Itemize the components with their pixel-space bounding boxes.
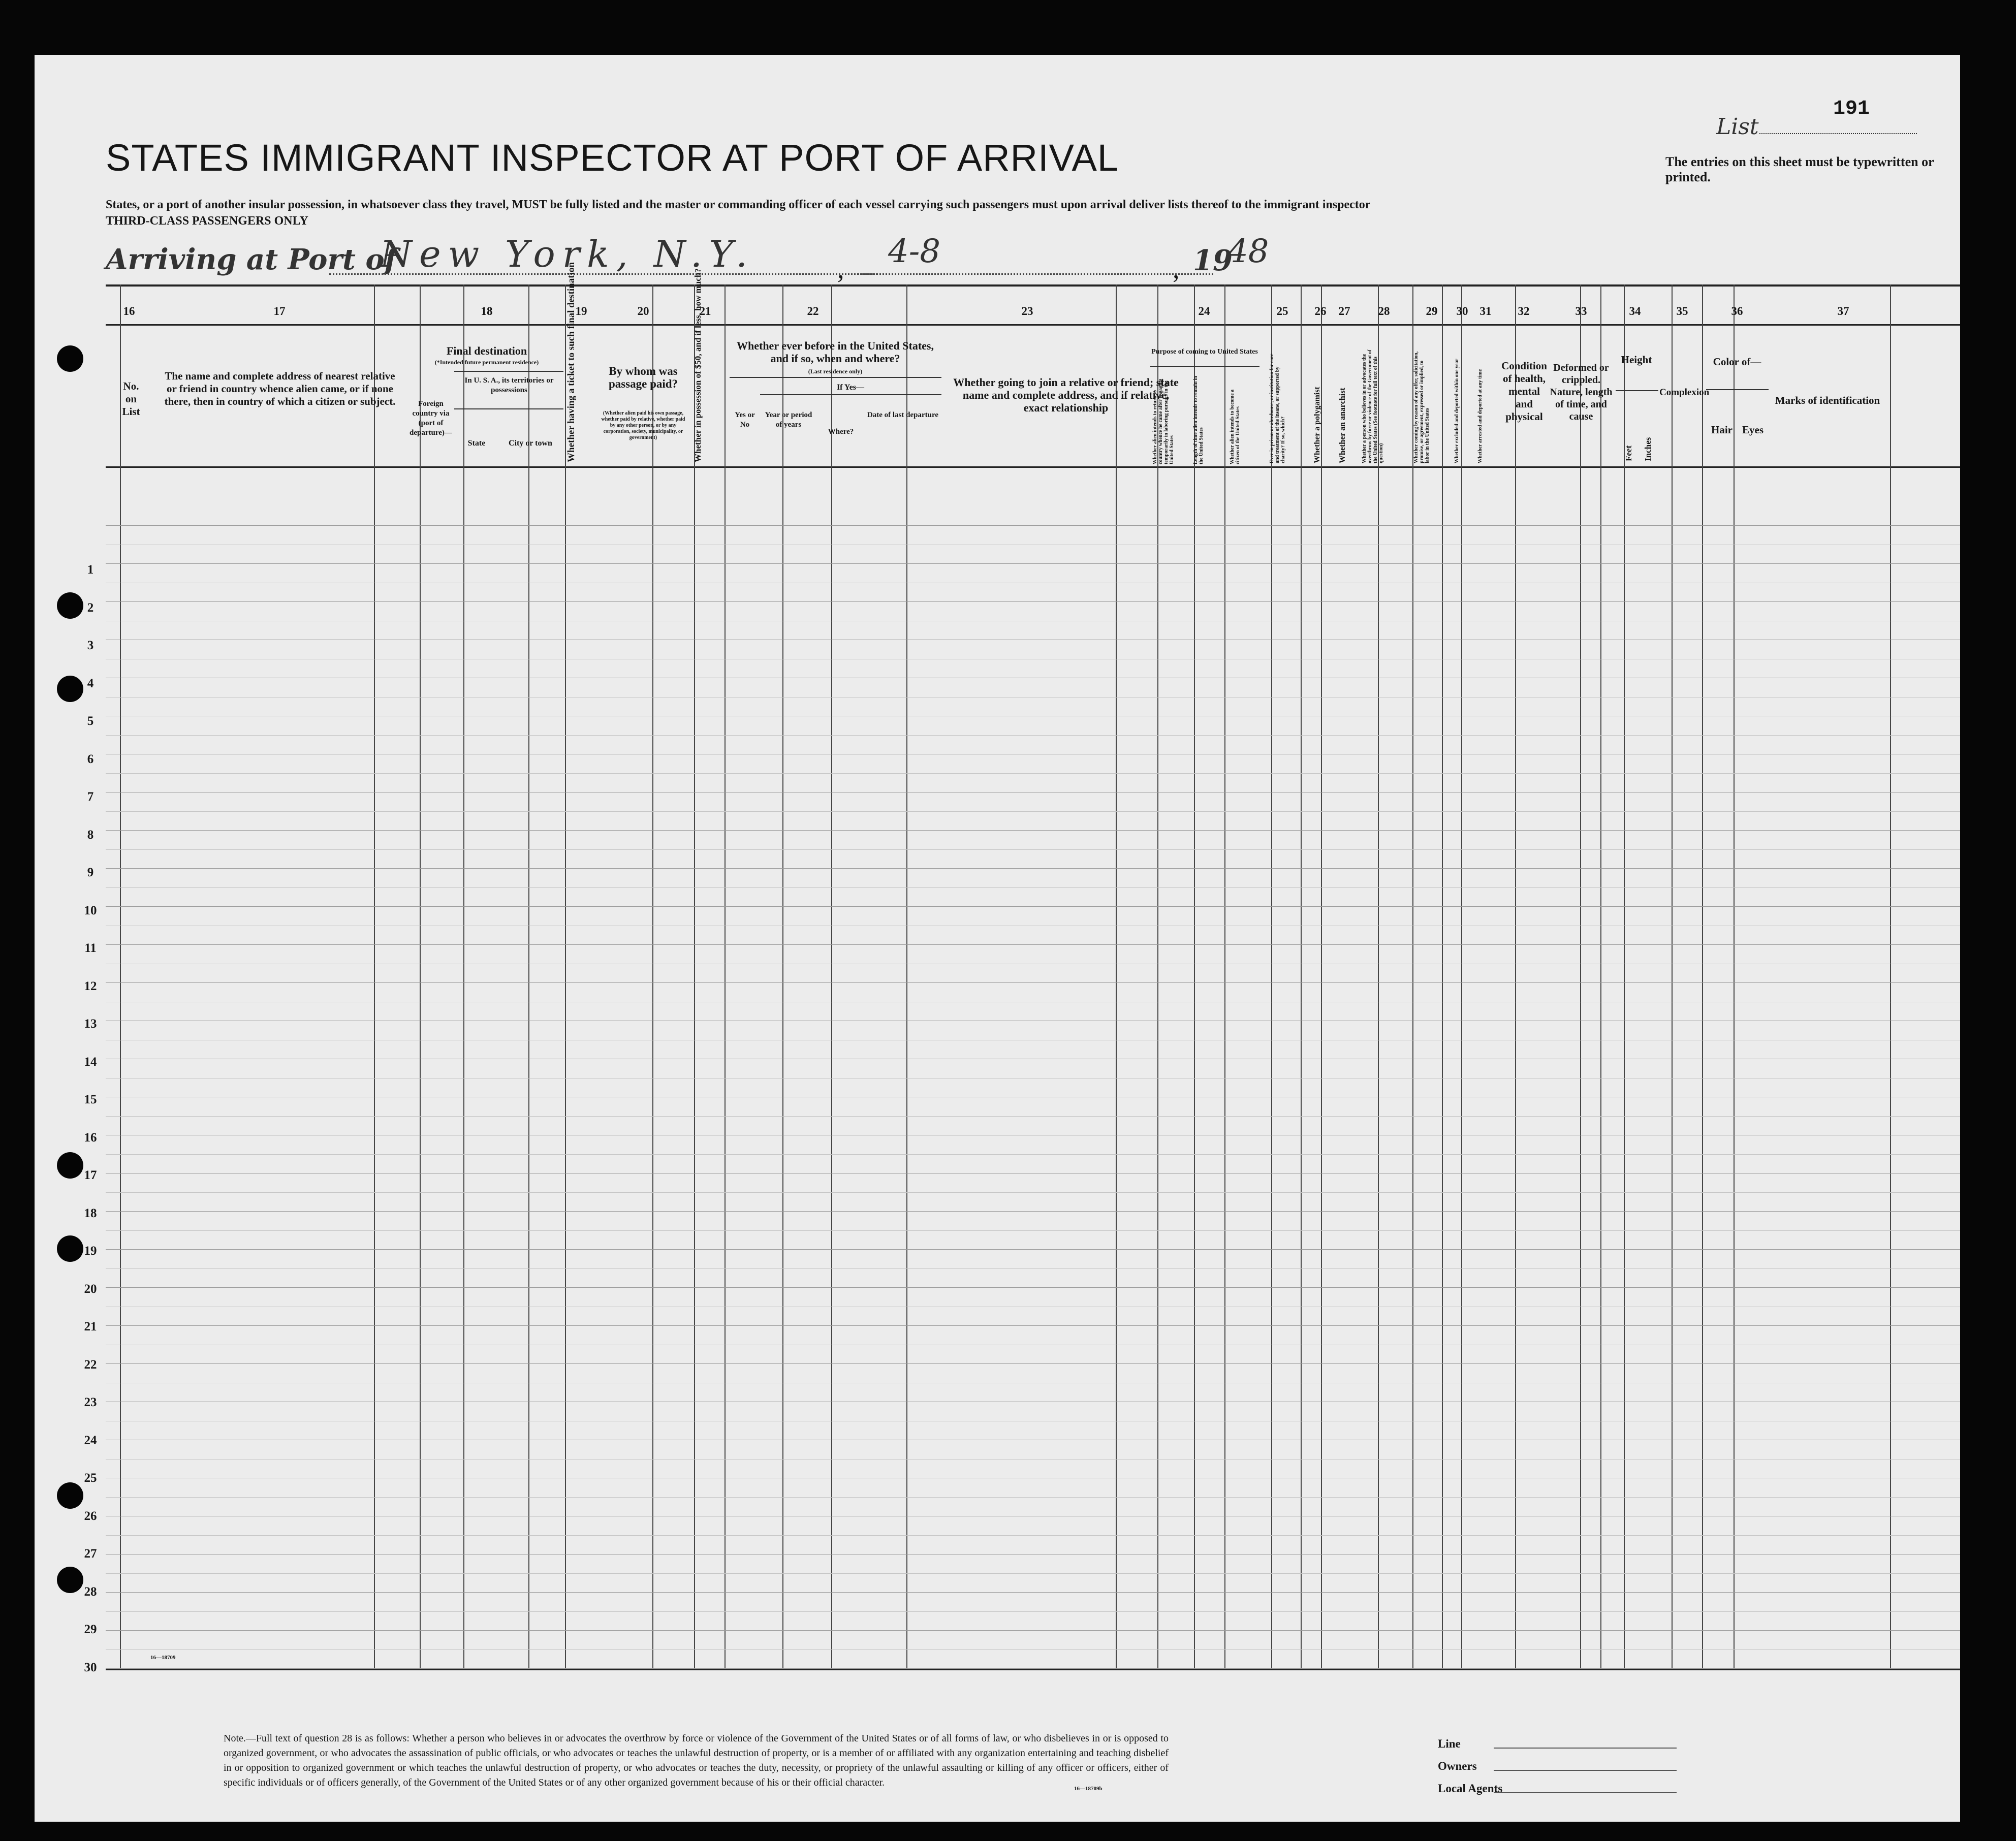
col-num-22: 22 bbox=[807, 305, 819, 318]
row-number: 23 bbox=[84, 1395, 97, 1409]
year-prefix: 19 bbox=[1193, 244, 1233, 277]
row-number: 9 bbox=[87, 866, 94, 879]
arriving-label: Arriving at Port of bbox=[106, 243, 397, 276]
sig-agents-label: Local Agents bbox=[1438, 1782, 1503, 1795]
row-rule bbox=[106, 1230, 1960, 1231]
column-divider bbox=[652, 284, 653, 1668]
row-rule bbox=[106, 1192, 1960, 1193]
column-number-rule bbox=[106, 324, 1960, 326]
col-num-21: 21 bbox=[699, 305, 711, 318]
row-rule bbox=[106, 1611, 1960, 1612]
col18-usa: In U. S. A., its territories or possessions bbox=[464, 376, 554, 394]
binder-hole bbox=[57, 592, 83, 619]
sig-owners-label: Owners bbox=[1438, 1760, 1477, 1772]
row-rule bbox=[106, 773, 1960, 774]
header-bottom-rule bbox=[106, 466, 1960, 468]
col22-header: Whether ever before in the United States, and if so, when and where? bbox=[737, 339, 934, 365]
row-rule bbox=[106, 563, 1960, 564]
column-divider bbox=[1515, 284, 1516, 1668]
col37-header: Marks of identification bbox=[1775, 394, 1880, 406]
col-num-25: 25 bbox=[1276, 305, 1288, 318]
col20-header: By whom was passage paid? bbox=[608, 365, 678, 390]
col-num-19: 19 bbox=[575, 305, 587, 318]
col24-c: Whether alien intends to become a citizen of the United States bbox=[1230, 389, 1241, 464]
row-rule bbox=[106, 525, 1960, 526]
col35-header: Complexion bbox=[1659, 387, 1710, 398]
row-rule bbox=[106, 906, 1960, 907]
col-num-36: 36 bbox=[1731, 305, 1743, 318]
year-value[interactable]: 48 bbox=[1227, 233, 1269, 270]
row-rule bbox=[106, 1287, 1960, 1288]
column-divider bbox=[528, 284, 529, 1668]
column-divider bbox=[694, 284, 695, 1668]
col16-on: on bbox=[125, 393, 137, 405]
row-rule bbox=[106, 1630, 1960, 1631]
col-num-17: 17 bbox=[273, 305, 286, 318]
col22-yes-no: Yes or No bbox=[735, 411, 755, 429]
row-number: 26 bbox=[84, 1509, 97, 1523]
col36-hair: Hair bbox=[1711, 424, 1732, 436]
row-rule bbox=[106, 849, 1960, 850]
port-value[interactable]: New York, N.Y. bbox=[380, 233, 754, 275]
column-divider bbox=[420, 284, 421, 1668]
date-value[interactable]: 4-8 bbox=[888, 233, 941, 270]
col34-feet: Feet bbox=[1624, 445, 1633, 461]
column-divider bbox=[1224, 284, 1225, 1668]
col34-inches: Inches bbox=[1643, 437, 1653, 461]
col18-header: Final destination bbox=[446, 344, 527, 357]
col22-years: Year or period of years bbox=[765, 411, 812, 429]
col32-header: Condition of health, mental and physical bbox=[1501, 360, 1547, 423]
row-rule bbox=[106, 1268, 1960, 1269]
col17-header: The name and complete address of nearest relative or friend in country whence alien came, or if none there, then in country of which a citizen or subject. bbox=[164, 370, 396, 407]
row-number: 13 bbox=[84, 1017, 97, 1031]
col-num-34: 34 bbox=[1629, 305, 1641, 318]
column-divider bbox=[1580, 284, 1581, 1668]
col22-subrule-2 bbox=[760, 394, 941, 395]
row-rule bbox=[106, 1649, 1960, 1650]
col-num-27: 27 bbox=[1338, 305, 1350, 318]
col36-subrule bbox=[1706, 389, 1769, 390]
col18-state: State bbox=[467, 439, 486, 448]
col-num-31: 31 bbox=[1479, 305, 1492, 318]
col-num-26: 26 bbox=[1314, 305, 1327, 318]
col18-subrule bbox=[454, 371, 563, 372]
row-number: 6 bbox=[87, 752, 94, 766]
col36-eyes: Eyes bbox=[1742, 424, 1763, 436]
column-divider bbox=[1624, 284, 1625, 1668]
col-num-30: 30 bbox=[1456, 305, 1468, 318]
col20-note: (Whether alien paid his own passage, whether paid by relative, whether paid by any other person, or by any corporation, society, municipality, or government) bbox=[601, 410, 685, 440]
row-rule bbox=[106, 1211, 1960, 1212]
column-divider bbox=[1890, 284, 1891, 1668]
col16-no: No. bbox=[123, 380, 139, 392]
col18-note: (*Intended future permanent residence) bbox=[434, 359, 539, 366]
column-divider bbox=[1157, 284, 1158, 1668]
col16-header bbox=[116, 380, 146, 418]
col29-header: Whether coming by reason of any offer, solicitation, promise, or agreement, expressed or implied, to labor in the United States bbox=[1413, 351, 1430, 463]
column-divider bbox=[1412, 284, 1413, 1668]
row-number: 28 bbox=[84, 1585, 97, 1599]
col-num-28: 28 bbox=[1378, 305, 1390, 318]
footnote: Note.—Full text of question 28 is as follows: Whether a person who believes in or advocates the overthrow by force or violence of the Government of the United States or of all forms of law, or who disbelieves in or is opposed to organized government, or who advocates the assassination of public officials, or who advocates or teaches the unlawful destruction of property, or is a member of or affiliated with any organization entertaining and teaching disbelief in or opposition to organized government or which teaches the unlawful destruction of property, or who advocates or teaches the duty, necessity, or propriety of the unlawful assaulting or killing of any officer or officers, either of specific individuals or of officers generally, of the Government of the United States or of any other organized government because of his or their official character. bbox=[224, 1733, 1169, 1788]
col-num-20: 20 bbox=[637, 305, 649, 318]
row-number: 22 bbox=[84, 1358, 97, 1372]
column-divider bbox=[1321, 284, 1322, 1668]
sig-agents[interactable] bbox=[1438, 1782, 1502, 1795]
row-number: 7 bbox=[87, 790, 94, 804]
row-number: 10 bbox=[84, 904, 97, 917]
binder-hole bbox=[57, 676, 83, 702]
footnote-code: 16—18709b bbox=[1074, 1786, 1102, 1792]
sig-line-label: Line bbox=[1438, 1737, 1461, 1750]
row-rule bbox=[106, 868, 1960, 869]
row-rule bbox=[106, 1573, 1960, 1574]
entry-instructions: The entries on this sheet must be typewritten or printed. bbox=[1665, 154, 1934, 184]
col33-header: Deformed or crippled. Nature, length of time, and cause bbox=[1550, 362, 1613, 422]
row-number: 11 bbox=[84, 941, 97, 955]
row-number: 15 bbox=[84, 1093, 97, 1106]
col28-header: Whether a person who believes in or advocates the overthrow by force or violence of the Government of the United States (See footnote for full text of this question) bbox=[1362, 350, 1384, 463]
col19-header: Whether having a ticket to such final destination bbox=[566, 262, 577, 462]
col-num-16: 16 bbox=[123, 305, 135, 318]
sig-owners[interactable] bbox=[1438, 1760, 1477, 1773]
column-divider bbox=[120, 284, 121, 1668]
col24-subrule bbox=[1150, 366, 1259, 367]
comma-2: , bbox=[1173, 253, 1180, 284]
column-divider bbox=[1378, 284, 1379, 1668]
row-rule bbox=[106, 1249, 1960, 1250]
col26-header: Whether a polygamist bbox=[1313, 387, 1321, 463]
form-subtitle: States, or a port of another insular possession, in whatsoever class they travel, MUST be fully listed and the master or commanding officer of each vessel carrying such passengers must upon arrival deliver lists thereof to the immigrant inspector bbox=[106, 198, 1371, 211]
row-number: 16 bbox=[84, 1131, 97, 1145]
row-number: 25 bbox=[84, 1471, 97, 1485]
row-rule bbox=[106, 1116, 1960, 1117]
row-rule bbox=[106, 1363, 1960, 1364]
col-num-29: 29 bbox=[1426, 305, 1438, 318]
col24-a: Whether alien intends to return to country whence he came after engaging temporarily in laboring pursuits in the United States bbox=[1152, 378, 1175, 464]
row-rule bbox=[106, 944, 1960, 945]
col-num-37: 37 bbox=[1837, 305, 1849, 318]
row-rule bbox=[106, 1154, 1960, 1155]
row-rule bbox=[106, 1592, 1960, 1593]
form-title: STATES IMMIGRANT INSPECTOR AT PORT OF ARRIVAL bbox=[106, 137, 1119, 179]
row-rule bbox=[106, 982, 1960, 983]
row-number: 12 bbox=[84, 979, 97, 993]
col21-header: Whether in possession of $50, and if less, how much? bbox=[693, 268, 703, 462]
column-divider bbox=[1702, 284, 1703, 1668]
row-number: 8 bbox=[87, 828, 94, 842]
row-number: 18 bbox=[84, 1207, 97, 1220]
row-rule bbox=[106, 887, 1960, 888]
row-number: 20 bbox=[84, 1282, 97, 1296]
date-line bbox=[858, 273, 1213, 275]
column-divider bbox=[1600, 284, 1601, 1668]
class-line: THIRD-CLASS PASSENGERS ONLY bbox=[106, 214, 308, 228]
row-number: 19 bbox=[84, 1244, 97, 1258]
row-number: 4 bbox=[87, 677, 94, 690]
row-number: 1 bbox=[87, 563, 94, 577]
row-rule bbox=[106, 1497, 1960, 1498]
col34-subrule bbox=[1616, 390, 1658, 391]
binder-hole bbox=[57, 1482, 83, 1509]
col24-b: Length of time alien intends to remain in the United States bbox=[1193, 376, 1204, 464]
row-number: 2 bbox=[87, 601, 94, 615]
binder-hole bbox=[57, 1152, 83, 1179]
row-number: 5 bbox=[87, 714, 94, 728]
col22-where: Where? bbox=[828, 428, 854, 436]
row-number: 30 bbox=[84, 1661, 97, 1674]
list-label: List bbox=[1716, 114, 1759, 140]
col-num-18: 18 bbox=[481, 305, 493, 318]
col36-header: Color of— bbox=[1713, 356, 1761, 368]
col34-header: Height bbox=[1621, 354, 1652, 366]
row-number: 29 bbox=[84, 1623, 97, 1636]
col31-header: Whether arrested and deported at any time bbox=[1477, 369, 1483, 463]
row-number: 27 bbox=[84, 1547, 97, 1561]
col22-note: (Last residence only) bbox=[808, 368, 863, 375]
column-divider bbox=[1461, 284, 1462, 1668]
col-num-24: 24 bbox=[1198, 305, 1210, 318]
list-number-line bbox=[1759, 133, 1917, 134]
binder-hole bbox=[57, 1235, 83, 1262]
row-number: 14 bbox=[84, 1055, 97, 1069]
column-divider bbox=[831, 284, 832, 1668]
row-rule bbox=[106, 811, 1960, 812]
column-divider bbox=[782, 284, 783, 1668]
column-divider bbox=[724, 284, 726, 1668]
row-number: 24 bbox=[84, 1434, 97, 1447]
bottom-form-code: 16—18709 bbox=[150, 1655, 176, 1661]
col16-list: List bbox=[122, 405, 140, 418]
col-num-33: 33 bbox=[1575, 305, 1587, 318]
row-rule bbox=[106, 735, 1960, 736]
col22-subrule bbox=[730, 377, 941, 378]
col22-date: Date of last departure bbox=[867, 411, 939, 419]
col18-foreign: Foreign country via (port of departure)— bbox=[410, 400, 452, 437]
binder-hole bbox=[57, 345, 83, 372]
manifest-sheet bbox=[35, 55, 1960, 1822]
column-divider bbox=[463, 284, 464, 1668]
table-top-rule bbox=[106, 284, 1960, 287]
column-divider bbox=[1734, 284, 1735, 1668]
col-num-32: 32 bbox=[1518, 305, 1530, 318]
column-divider bbox=[906, 284, 907, 1668]
col25-header: Ever in prison or almshouse, or institution for care and treatment of the insane, or supported by charity? If so, which? bbox=[1269, 353, 1286, 463]
column-divider bbox=[565, 284, 566, 1668]
row-number: 21 bbox=[84, 1320, 97, 1334]
col-num-23: 23 bbox=[1021, 305, 1033, 318]
comma-1: , bbox=[837, 253, 844, 284]
col23-header: Whether going to join a relative or friend; state name and complete address, and if relative, exact relationship bbox=[953, 376, 1179, 414]
col18-city: City or town bbox=[509, 439, 552, 448]
sig-line[interactable] bbox=[1438, 1737, 1461, 1751]
column-divider bbox=[1194, 284, 1195, 1668]
row-rule bbox=[106, 1535, 1960, 1536]
col27-header: Whether an anarchist bbox=[1338, 388, 1347, 463]
col30-header: Whether excluded and deported within one year bbox=[1454, 359, 1460, 463]
column-divider bbox=[1672, 284, 1673, 1668]
row-rule bbox=[106, 830, 1960, 831]
row-number: 3 bbox=[87, 639, 94, 652]
row-rule bbox=[106, 1668, 1960, 1669]
column-divider bbox=[1442, 284, 1443, 1668]
column-divider bbox=[1271, 284, 1272, 1668]
column-divider bbox=[1301, 284, 1302, 1668]
row-rule bbox=[106, 1325, 1960, 1326]
row-number: 17 bbox=[84, 1168, 97, 1182]
col-num-35: 35 bbox=[1676, 305, 1688, 318]
col18-subrule-2 bbox=[454, 408, 563, 409]
column-divider bbox=[374, 284, 375, 1668]
row-rule bbox=[106, 601, 1960, 602]
col24-header: Purpose of coming to United States bbox=[1151, 348, 1258, 356]
col22-if-yes: If Yes— bbox=[836, 383, 865, 392]
column-divider bbox=[1116, 284, 1117, 1668]
binder-hole bbox=[57, 1567, 83, 1593]
list-number[interactable]: 191 bbox=[1833, 98, 1870, 120]
